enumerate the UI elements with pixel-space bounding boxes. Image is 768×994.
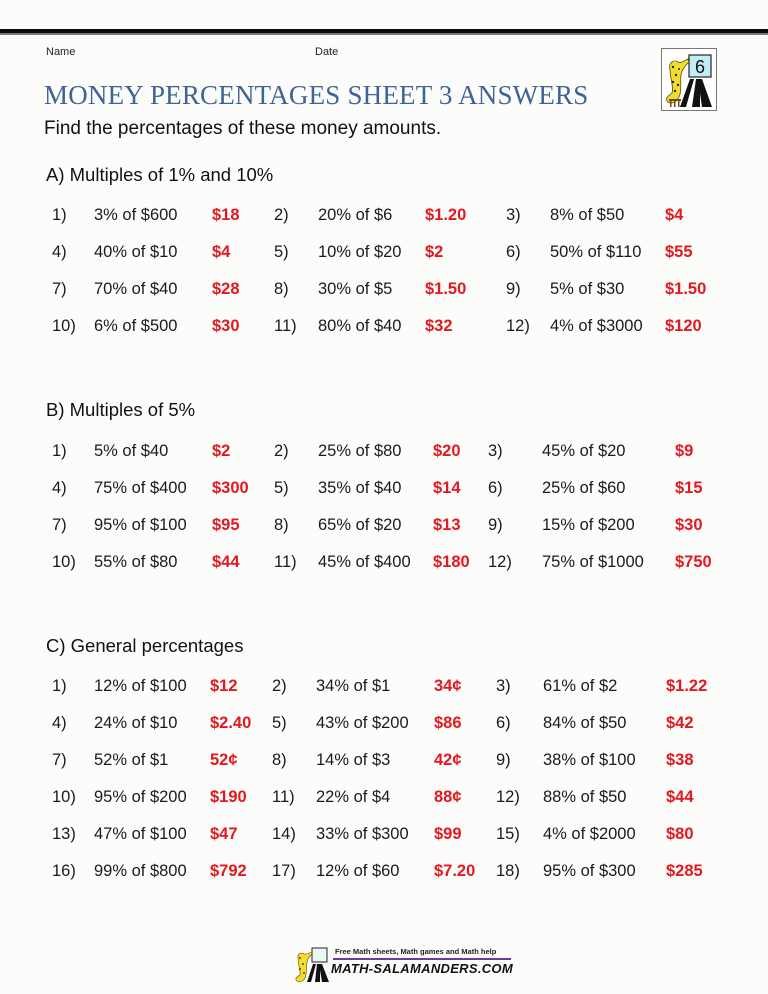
problem-answer: $2 (212, 442, 231, 460)
problem-question: 33% of $300 (316, 825, 409, 843)
problem-number: 10) (52, 317, 76, 335)
problem-question: 40% of $10 (94, 243, 178, 261)
problem-answer: $30 (675, 516, 703, 534)
section-heading-a: A) Multiples of 1% and 10% (46, 164, 274, 185)
problem-number: 4) (52, 479, 67, 497)
footer-site-name: MATH-SALAMANDERS.COM (331, 961, 513, 976)
problem-number: 9) (506, 280, 521, 298)
problem-number: 9) (496, 751, 511, 769)
problem-question: 5% of $40 (94, 442, 169, 460)
problem-answer: $44 (212, 553, 240, 571)
problem-question: 45% of $400 (318, 553, 411, 571)
problem-number: 8) (274, 516, 289, 534)
instructions: Find the percentages of these money amounts. (44, 118, 442, 139)
problem-answer: 42¢ (434, 751, 462, 769)
problem-number: 2) (274, 206, 289, 224)
problem-number: 5) (274, 243, 289, 261)
salamander-easel-logo-icon (661, 48, 717, 111)
problem-number: 1) (52, 442, 67, 460)
problem-answer: $28 (212, 280, 240, 298)
problem-number: 2) (274, 442, 289, 460)
problem-number: 6) (496, 714, 511, 732)
problem-answer: $86 (434, 714, 462, 732)
problem-number: 7) (52, 751, 67, 769)
problem-number: 11) (272, 788, 295, 806)
problem-number: 12) (488, 553, 512, 571)
problem-number: 6) (506, 243, 521, 261)
svg-text:6: 6 (694, 57, 706, 77)
problem-number: 4) (52, 243, 67, 261)
problem-answer: $180 (433, 553, 470, 571)
problem-answer: $2 (425, 243, 444, 261)
problem-answer: $1.50 (665, 280, 707, 298)
problem-answer: $300 (212, 479, 249, 497)
problem-answer: 52¢ (210, 751, 238, 769)
problem-question: 88% of $50 (543, 788, 627, 806)
name-label: Name (46, 46, 76, 58)
problem-number: 2) (272, 677, 287, 695)
problem-answer: $9 (675, 442, 694, 460)
problem-question: 34% of $1 (316, 677, 391, 695)
problem-question: 4% of $2000 (543, 825, 636, 843)
problem-answer: $4 (212, 243, 231, 261)
problem-question: 43% of $200 (316, 714, 409, 732)
problem-answer: $12 (210, 677, 238, 695)
problem-question: 84% of $50 (543, 714, 627, 732)
problem-question: 20% of $6 (318, 206, 393, 224)
problem-question: 24% of $10 (94, 714, 178, 732)
problem-question: 10% of $20 (318, 243, 402, 261)
problem-answer: $32 (425, 317, 453, 335)
problem-question: 55% of $80 (94, 553, 178, 571)
problem-number: 12) (506, 317, 530, 335)
problem-number: 3) (488, 442, 503, 460)
problem-number: 4) (52, 714, 67, 732)
problem-question: 6% of $500 (94, 317, 178, 335)
problem-question: 50% of $110 (550, 243, 642, 261)
problem-question: 8% of $50 (550, 206, 625, 224)
section-heading-c: C) General percentages (46, 635, 244, 656)
problem-number: 5) (274, 479, 289, 497)
problem-number: 9) (488, 516, 503, 534)
problem-number: 13) (52, 825, 76, 843)
problem-question: 80% of $40 (318, 317, 402, 335)
footer-tagline: Free Math sheets, Math games and Math help (335, 947, 497, 956)
problem-answer: $14 (433, 479, 461, 497)
problem-answer: $15 (675, 479, 703, 497)
page-title: MONEY PERCENTAGES SHEET 3 ANSWERS (44, 80, 589, 110)
problem-number: 3) (496, 677, 511, 695)
problem-answer: 34¢ (434, 677, 462, 695)
problem-number: 7) (52, 280, 67, 298)
problem-question: 75% of $400 (94, 479, 187, 497)
problem-number: 7) (52, 516, 67, 534)
top-rule-shadow (0, 33, 768, 35)
problem-question: 3% of $600 (94, 206, 178, 224)
salamander-easel-logo-icon (293, 946, 331, 984)
problem-number: 8) (274, 280, 289, 298)
problem-question: 45% of $20 (542, 442, 626, 460)
problem-answer: $13 (433, 516, 461, 534)
problem-question: 15% of $200 (542, 516, 635, 534)
problem-question: 4% of $3000 (550, 317, 643, 335)
date-label: Date (315, 46, 339, 58)
problem-number: 11) (274, 553, 297, 571)
problem-answer: $99 (434, 825, 462, 843)
problem-answer: $38 (666, 751, 694, 769)
problem-question: 95% of $100 (94, 516, 187, 534)
problem-answer: $95 (212, 516, 240, 534)
problem-answer: $7.20 (434, 862, 476, 880)
problem-question: 14% of $3 (316, 751, 391, 769)
problem-answer: $4 (665, 206, 684, 224)
problem-question: 95% of $300 (543, 862, 636, 880)
problem-answer: $42 (666, 714, 694, 732)
problem-question: 22% of $4 (316, 788, 391, 806)
problem-question: 12% of $60 (316, 862, 400, 880)
problem-answer: $1.20 (425, 206, 467, 224)
problem-question: 52% of $1 (94, 751, 169, 769)
problem-answer: $55 (665, 243, 693, 261)
problem-question: 95% of $200 (94, 788, 187, 806)
problem-answer: 88¢ (434, 788, 462, 806)
problem-number: 16) (52, 862, 76, 880)
problem-number: 1) (52, 677, 67, 695)
problem-answer: $190 (210, 788, 247, 806)
problem-question: 61% of $2 (543, 677, 618, 695)
problem-number: 14) (272, 825, 296, 843)
problem-question: 25% of $80 (318, 442, 402, 460)
problem-answer: $47 (210, 825, 238, 843)
problem-number: 10) (52, 553, 76, 571)
problem-answer: $1.22 (666, 677, 708, 695)
problem-answer: $80 (666, 825, 694, 843)
problem-number: 12) (496, 788, 520, 806)
problem-question: 47% of $100 (94, 825, 187, 843)
problem-question: 25% of $60 (542, 479, 626, 497)
problem-answer: $20 (433, 442, 461, 460)
problem-answer: $2.40 (210, 714, 252, 732)
problem-question: 30% of $5 (318, 280, 393, 298)
problem-number: 5) (272, 714, 287, 732)
problem-answer: $18 (212, 206, 240, 224)
problem-number: 15) (496, 825, 520, 843)
problem-question: 65% of $20 (318, 516, 402, 534)
problem-answer: $30 (212, 317, 240, 335)
problem-number: 11) (274, 317, 297, 335)
problem-question: 70% of $40 (94, 280, 178, 298)
problem-number: 10) (52, 788, 76, 806)
problem-number: 17) (272, 862, 296, 880)
problem-number: 3) (506, 206, 521, 224)
problem-answer: $120 (665, 317, 702, 335)
problem-question: 75% of $1000 (542, 553, 644, 571)
problem-answer: $792 (210, 862, 247, 880)
section-heading-b: B) Multiples of 5% (46, 399, 196, 420)
problem-question: 5% of $30 (550, 280, 625, 298)
problem-answer: $285 (666, 862, 703, 880)
problem-answer: $750 (675, 553, 712, 571)
problem-number: 18) (496, 862, 520, 880)
problem-number: 1) (52, 206, 67, 224)
footer-branding (293, 946, 513, 986)
problem-question: 38% of $100 (543, 751, 636, 769)
footer-underline (333, 958, 511, 960)
problem-answer: $1.50 (425, 280, 467, 298)
problem-question: 12% of $100 (94, 677, 187, 695)
problem-question: 99% of $800 (94, 862, 187, 880)
problem-number: 8) (272, 751, 287, 769)
problem-question: 35% of $40 (318, 479, 402, 497)
problem-answer: $44 (666, 788, 694, 806)
problem-number: 6) (488, 479, 503, 497)
